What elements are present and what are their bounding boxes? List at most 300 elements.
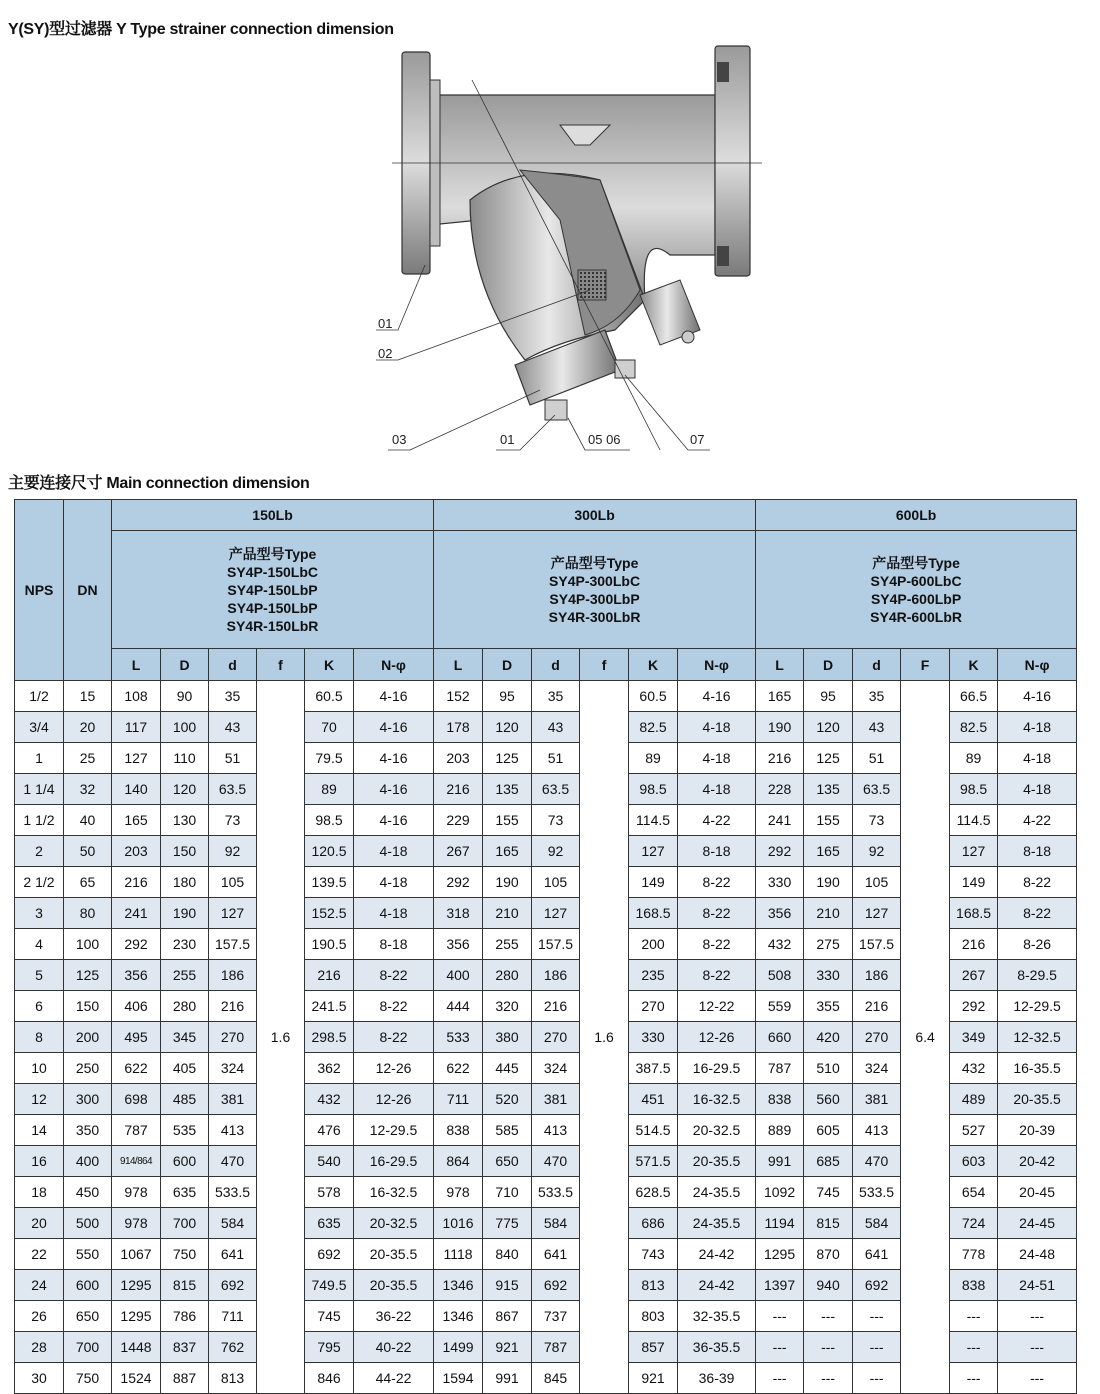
table-cell: 698 <box>112 1084 161 1115</box>
table-cell: 813 <box>629 1270 678 1301</box>
table-cell: 20-39 <box>998 1115 1077 1146</box>
table-cell: 32-35.5 <box>678 1301 756 1332</box>
table-cell: 1118 <box>434 1239 483 1270</box>
y-strainer-diagram <box>0 40 1100 460</box>
table-cell: 95 <box>804 681 853 712</box>
flange-face-merged-cell: 1.6 <box>257 681 305 1394</box>
table-cell: 105 <box>532 867 580 898</box>
table-cell: 127 <box>853 898 901 929</box>
table-cell: 20-35.5 <box>998 1084 1077 1115</box>
table-cell: 803 <box>629 1301 678 1332</box>
table-cell: 108 <box>112 681 161 712</box>
table-cell: 63.5 <box>209 774 257 805</box>
table-cell: 711 <box>209 1301 257 1332</box>
table-cell: 540 <box>305 1146 354 1177</box>
table-cell: 978 <box>434 1177 483 1208</box>
table-cell: 16-32.5 <box>354 1177 434 1208</box>
table-cell: --- <box>804 1332 853 1363</box>
table-cell: 65 <box>64 867 112 898</box>
table-cell: 114.5 <box>629 805 678 836</box>
table-cell: 4-18 <box>678 774 756 805</box>
table-cell: 1092 <box>756 1177 804 1208</box>
table-cell: 155 <box>804 805 853 836</box>
table-cell: 700 <box>64 1332 112 1363</box>
table-cell: 400 <box>64 1146 112 1177</box>
column-header: d <box>853 649 901 681</box>
model-code: SY4P-300LbP <box>549 590 640 607</box>
table-cell: 26 <box>15 1301 64 1332</box>
table-cell: 571.5 <box>629 1146 678 1177</box>
table-cell: 940 <box>804 1270 853 1301</box>
table-cell: 413 <box>532 1115 580 1146</box>
table-cell: 89 <box>950 743 998 774</box>
table-cell: 8-26 <box>998 929 1077 960</box>
table-cell: 815 <box>161 1270 209 1301</box>
table-cell: 43 <box>209 712 257 743</box>
table-cell: 514.5 <box>629 1115 678 1146</box>
table-cell: 991 <box>756 1146 804 1177</box>
table-cell: 603 <box>950 1146 998 1177</box>
table-cell: 3/4 <box>15 712 64 743</box>
table-cell: 4-18 <box>998 743 1077 774</box>
table-cell: 98.5 <box>305 805 354 836</box>
table-cell: 105 <box>209 867 257 898</box>
type-title: 产品型号Type <box>872 554 960 571</box>
table-cell: 255 <box>161 960 209 991</box>
flange-face-merged-cell: 6.4 <box>901 681 950 1394</box>
table-cell: 650 <box>64 1301 112 1332</box>
table-cell: 73 <box>209 805 257 836</box>
table-cell: 89 <box>305 774 354 805</box>
table-cell: --- <box>950 1332 998 1363</box>
table-cell: 8-22 <box>678 898 756 929</box>
table-cell: 864 <box>434 1146 483 1177</box>
table-cell: 4-16 <box>354 743 434 774</box>
table-cell: 451 <box>629 1084 678 1115</box>
table-cell: 8-29.5 <box>998 960 1077 991</box>
table-cell: 20-32.5 <box>678 1115 756 1146</box>
table-cell: 92 <box>532 836 580 867</box>
table-cell: 4-22 <box>998 805 1077 836</box>
table-cell: 4-18 <box>354 867 434 898</box>
table-cell: 815 <box>804 1208 853 1239</box>
table-cell: 1397 <box>756 1270 804 1301</box>
table-cell: 275 <box>804 929 853 960</box>
table-cell: 16-32.5 <box>678 1084 756 1115</box>
table-cell: 18 <box>15 1177 64 1208</box>
table-cell: 250 <box>64 1053 112 1084</box>
table-cell: 787 <box>756 1053 804 1084</box>
table-cell: 889 <box>756 1115 804 1146</box>
diagram-label-07: 07 <box>690 432 705 447</box>
table-cell: 2 1/2 <box>15 867 64 898</box>
table-cell: 356 <box>112 960 161 991</box>
column-header: L <box>112 649 161 681</box>
table-cell: 635 <box>305 1208 354 1239</box>
column-header: N-φ <box>354 649 434 681</box>
table-cell: 120.5 <box>305 836 354 867</box>
table-cell: 89 <box>629 743 678 774</box>
table-cell: 1346 <box>434 1270 483 1301</box>
table-cell: 125 <box>483 743 532 774</box>
table-cell: 622 <box>434 1053 483 1084</box>
table-cell: 51 <box>853 743 901 774</box>
table-cell: 432 <box>305 1084 354 1115</box>
type-header-1 <box>434 531 756 649</box>
table-cell: 100 <box>64 929 112 960</box>
table-cell: 324 <box>209 1053 257 1084</box>
table-cell: 50 <box>64 836 112 867</box>
table-cell: 837 <box>161 1332 209 1363</box>
type-title: 产品型号Type <box>228 545 317 562</box>
table-cell: 139.5 <box>305 867 354 898</box>
table-row <box>15 681 1077 712</box>
table-cell: 43 <box>532 712 580 743</box>
table-cell: --- <box>756 1363 804 1394</box>
column-header: f <box>257 649 305 681</box>
table-cell: 737 <box>532 1301 580 1332</box>
table-cell: 98.5 <box>950 774 998 805</box>
table-cell: 20-32.5 <box>354 1208 434 1239</box>
table-cell: 1 1/2 <box>15 805 64 836</box>
table-cell: 533.5 <box>209 1177 257 1208</box>
table-cell: 510 <box>804 1053 853 1084</box>
table-cell: 51 <box>209 743 257 774</box>
table-cell: 4-18 <box>354 898 434 929</box>
table-cell: 921 <box>629 1363 678 1394</box>
column-header: d <box>209 649 257 681</box>
table-cell: 14 <box>15 1115 64 1146</box>
table-cell: 20-42 <box>998 1146 1077 1177</box>
table-cell: 921 <box>483 1332 532 1363</box>
table-cell: 4-16 <box>354 805 434 836</box>
table-cell: 4-18 <box>998 774 1077 805</box>
table-cell: --- <box>756 1332 804 1363</box>
table-cell: --- <box>853 1363 901 1394</box>
page-title: Y(SY)型过滤器 Y Type strainer connection dimension <box>8 21 394 38</box>
table-cell: 12-29.5 <box>998 991 1077 1022</box>
table-cell: 165 <box>804 836 853 867</box>
table-cell: 840 <box>483 1239 532 1270</box>
table-cell: 24-42 <box>678 1270 756 1301</box>
table-cell: 8-22 <box>998 867 1077 898</box>
table-cell: 43 <box>853 712 901 743</box>
table-cell: 152 <box>434 681 483 712</box>
table-cell: 12-26 <box>678 1022 756 1053</box>
table-cell: 190 <box>756 712 804 743</box>
table-cell: 292 <box>756 836 804 867</box>
table-cell: 155 <box>483 805 532 836</box>
table-cell: 485 <box>161 1084 209 1115</box>
table-cell: 235 <box>629 960 678 991</box>
table-cell: 73 <box>853 805 901 836</box>
table-cell: 12-26 <box>354 1053 434 1084</box>
table-cell: 16-35.5 <box>998 1053 1077 1084</box>
table-cell: 700 <box>161 1208 209 1239</box>
table-cell: 330 <box>629 1022 678 1053</box>
table-cell: 381 <box>853 1084 901 1115</box>
table-cell: 203 <box>112 836 161 867</box>
type-header-2 <box>756 531 1077 649</box>
table-cell: 216 <box>853 991 901 1022</box>
table-cell: 8-22 <box>354 991 434 1022</box>
table-cell: 1295 <box>112 1270 161 1301</box>
table-cell: 413 <box>853 1115 901 1146</box>
table-cell: 16-29.5 <box>678 1053 756 1084</box>
table-cell: 324 <box>532 1053 580 1084</box>
column-header: L <box>434 649 483 681</box>
table-cell: 24 <box>15 1270 64 1301</box>
table-cell: 35 <box>532 681 580 712</box>
table-cell: --- <box>998 1301 1077 1332</box>
table-cell: 8-22 <box>998 898 1077 929</box>
table-cell: 24-42 <box>678 1239 756 1270</box>
table-cell: --- <box>853 1332 901 1363</box>
table-cell: 216 <box>950 929 998 960</box>
table-cell: 838 <box>434 1115 483 1146</box>
table-cell: 387.5 <box>629 1053 678 1084</box>
table-cell: 622 <box>112 1053 161 1084</box>
table-cell: 4 <box>15 929 64 960</box>
model-code: SY4P-150LbP <box>227 599 318 616</box>
table-cell: 350 <box>64 1115 112 1146</box>
table-cell: 168.5 <box>629 898 678 929</box>
header-300lb: 300Lb <box>434 500 756 531</box>
table-cell: 100 <box>161 712 209 743</box>
table-cell: 190 <box>161 898 209 929</box>
table-cell: 1 1/4 <box>15 774 64 805</box>
table-cell: 1 <box>15 743 64 774</box>
column-header: f <box>580 649 629 681</box>
table-cell: 92 <box>853 836 901 867</box>
diagram-label-02: 02 <box>378 346 393 361</box>
table-cell: 229 <box>434 805 483 836</box>
table-cell: 1448 <box>112 1332 161 1363</box>
table-cell: 355 <box>804 991 853 1022</box>
table-cell: 190 <box>804 867 853 898</box>
table-cell: 20-35.5 <box>354 1239 434 1270</box>
table-cell: 4-18 <box>678 743 756 774</box>
table-cell: 70 <box>305 712 354 743</box>
table-cell: 400 <box>434 960 483 991</box>
table-cell: 345 <box>161 1022 209 1053</box>
table-cell: 381 <box>209 1084 257 1115</box>
table-cell: 149 <box>950 867 998 898</box>
table-cell: 654 <box>950 1177 998 1208</box>
table-cell: 16 <box>15 1146 64 1177</box>
table-cell: 20 <box>15 1208 64 1239</box>
table-cell: 4-16 <box>354 681 434 712</box>
table-cell: 270 <box>209 1022 257 1053</box>
table-cell: 24-48 <box>998 1239 1077 1270</box>
table-cell: 838 <box>950 1270 998 1301</box>
table-cell: 775 <box>483 1208 532 1239</box>
table-cell: 135 <box>483 774 532 805</box>
column-header: K <box>305 649 354 681</box>
diagram-label-01b: 01 <box>500 432 515 447</box>
table-cell: 4-18 <box>678 712 756 743</box>
table-cell: 12-26 <box>354 1084 434 1115</box>
table-cell: 450 <box>64 1177 112 1208</box>
table-cell: 241 <box>756 805 804 836</box>
table-cell: 63.5 <box>532 774 580 805</box>
table-cell: 28 <box>15 1332 64 1363</box>
table-cell: 16-29.5 <box>354 1146 434 1177</box>
table-cell: 241 <box>112 898 161 929</box>
table-cell: 298.5 <box>305 1022 354 1053</box>
table-cell: 165 <box>112 805 161 836</box>
table-cell: --- <box>853 1301 901 1332</box>
table-cell: 8-22 <box>678 867 756 898</box>
table-cell: --- <box>998 1332 1077 1363</box>
table-cell: 12-32.5 <box>998 1022 1077 1053</box>
table-cell: 157.5 <box>853 929 901 960</box>
table-cell: 432 <box>950 1053 998 1084</box>
model-code: SY4R-150LbR <box>226 617 319 634</box>
table-cell: 5 <box>15 960 64 991</box>
table-cell: 150 <box>161 836 209 867</box>
table-cell: 445 <box>483 1053 532 1084</box>
table-cell: 216 <box>434 774 483 805</box>
table-cell: 210 <box>483 898 532 929</box>
table-cell: 82.5 <box>950 712 998 743</box>
table-cell: 203 <box>434 743 483 774</box>
model-code: SY4P-150LbP <box>227 581 318 598</box>
table-cell: 585 <box>483 1115 532 1146</box>
model-code: SY4P-600LbP <box>870 590 962 607</box>
table-cell: 190.5 <box>305 929 354 960</box>
diagram-label-03: 03 <box>392 432 407 447</box>
table-cell: 12 <box>15 1084 64 1115</box>
table-cell: 10 <box>15 1053 64 1084</box>
table-cell: 210 <box>804 898 853 929</box>
table-cell: 320 <box>483 991 532 1022</box>
table-cell: 846 <box>305 1363 354 1394</box>
table-cell: 8-18 <box>354 929 434 960</box>
table-cell: 470 <box>209 1146 257 1177</box>
table-cell: 406 <box>112 991 161 1022</box>
table-cell: 120 <box>804 712 853 743</box>
table-cell: 267 <box>434 836 483 867</box>
table-cell: 476 <box>305 1115 354 1146</box>
model-code: SY4P-600LbC <box>870 572 962 589</box>
table-cell: 186 <box>853 960 901 991</box>
table-cell: 991 <box>483 1363 532 1394</box>
table-cell: 533.5 <box>853 1177 901 1208</box>
table-cell: 692 <box>853 1270 901 1301</box>
table-cell: 66.5 <box>950 681 998 712</box>
table-cell: 127 <box>112 743 161 774</box>
table-cell: 750 <box>64 1363 112 1394</box>
table-cell: 216 <box>756 743 804 774</box>
table-cell: 120 <box>161 774 209 805</box>
table-cell: 362 <box>305 1053 354 1084</box>
table-cell: 157.5 <box>209 929 257 960</box>
table-cell: 628.5 <box>629 1177 678 1208</box>
table-cell: 745 <box>804 1177 853 1208</box>
table-cell: 500 <box>64 1208 112 1239</box>
table-cell: 870 <box>804 1239 853 1270</box>
diagram-label-01: 01 <box>378 316 393 331</box>
table-cell: 267 <box>950 960 998 991</box>
table-cell: 4-16 <box>354 712 434 743</box>
table-cell: 241.5 <box>305 991 354 1022</box>
table-cell: 15 <box>64 681 112 712</box>
column-header: D <box>804 649 853 681</box>
table-cell: 1499 <box>434 1332 483 1363</box>
table-cell: 795 <box>305 1332 354 1363</box>
table-cell: --- <box>804 1363 853 1394</box>
table-cell: 270 <box>629 991 678 1022</box>
table-cell: 25 <box>64 743 112 774</box>
table-cell: 140 <box>112 774 161 805</box>
table-cell: 168.5 <box>950 898 998 929</box>
table-cell: 8-22 <box>678 929 756 960</box>
table-cell: 32 <box>64 774 112 805</box>
table-cell: 35 <box>853 681 901 712</box>
table-cell: 12-29.5 <box>354 1115 434 1146</box>
table-cell: 1594 <box>434 1363 483 1394</box>
table-cell: 22 <box>15 1239 64 1270</box>
table-cell: 255 <box>483 929 532 960</box>
model-code: SY4P-150LbC <box>226 563 319 580</box>
table-cell: 230 <box>161 929 209 960</box>
column-header: D <box>161 649 209 681</box>
table-cell: 692 <box>305 1239 354 1270</box>
table-cell: 978 <box>112 1208 161 1239</box>
table-cell: 641 <box>532 1239 580 1270</box>
table-cell: 60.5 <box>629 681 678 712</box>
header-150lb: 150Lb <box>112 500 434 531</box>
table-cell: 692 <box>209 1270 257 1301</box>
model-code: SY4R-300LbR <box>548 608 641 625</box>
table-cell: 914/864 <box>112 1146 161 1177</box>
table-cell: 51 <box>532 743 580 774</box>
table-cell: 216 <box>532 991 580 1022</box>
table-cell: 584 <box>532 1208 580 1239</box>
table-cell: 324 <box>853 1053 901 1084</box>
column-header: N-φ <box>678 649 756 681</box>
table-cell: 186 <box>209 960 257 991</box>
table-cell: 915 <box>483 1270 532 1301</box>
table-cell: 125 <box>64 960 112 991</box>
table-cell: 36-39 <box>678 1363 756 1394</box>
table-cell: 178 <box>434 712 483 743</box>
table-cell: 3 <box>15 898 64 929</box>
table-cell: 20-35.5 <box>354 1270 434 1301</box>
table-cell: 8-22 <box>354 960 434 991</box>
table-cell: 157.5 <box>532 929 580 960</box>
table-cell: 8 <box>15 1022 64 1053</box>
table-cell: 787 <box>532 1332 580 1363</box>
table-cell: 857 <box>629 1332 678 1363</box>
table-cell: 127 <box>532 898 580 929</box>
table-cell: 270 <box>532 1022 580 1053</box>
table-cell: 432 <box>756 929 804 960</box>
dimension-table <box>14 499 1077 1394</box>
table-cell: 127 <box>629 836 678 867</box>
table-cell: 216 <box>305 960 354 991</box>
table-cell: 44-22 <box>354 1363 434 1394</box>
table-cell: 584 <box>209 1208 257 1239</box>
table-cell: 40-22 <box>354 1332 434 1363</box>
table-cell: 90 <box>161 681 209 712</box>
table-cell: 180 <box>161 867 209 898</box>
table-cell: 24-35.5 <box>678 1208 756 1239</box>
table-cell: 381 <box>532 1084 580 1115</box>
table-cell: 380 <box>483 1022 532 1053</box>
table-cell: 867 <box>483 1301 532 1332</box>
